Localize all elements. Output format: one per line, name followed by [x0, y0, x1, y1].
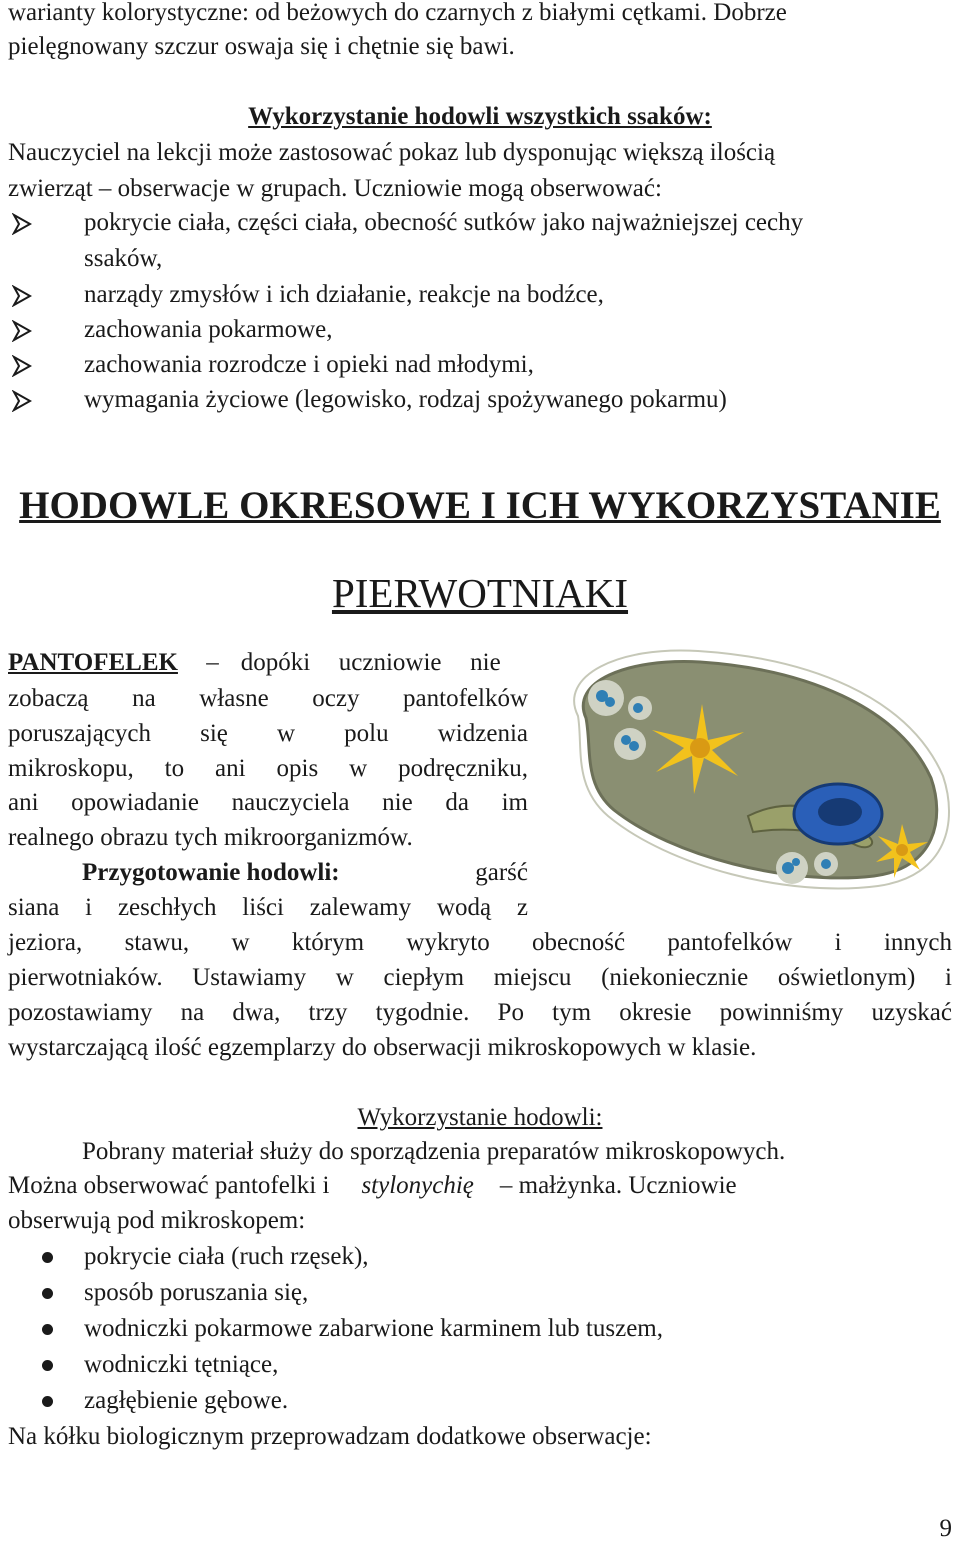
pantofelek-line-4: mikroskopu, to ani opis w podręczniku,: [8, 755, 528, 782]
pantofelek-prep-line: [82, 856, 528, 890]
mammals-line-2: zwierząt – obserwacje w grupach. Uczniowie mogą obserwować:: [8, 175, 662, 202]
pantofelek-line-11: pozostawiamy na dwa, trzy tygodnie. Po tym okresie powinniśmy uzyskać: [8, 999, 952, 1026]
usage-line-2: [8, 1169, 952, 1203]
pantofelek-line-3: poruszających się w polu widzenia: [8, 720, 528, 747]
intro-line-2: pielęgnowany szczur oswaja się i chętnie się bawi.: [8, 33, 515, 60]
intro-line-1: warianty kolorystyczne: od beżowych do czarnych z białymi cętkami. Dobrze: [8, 0, 787, 26]
arrowhead-bullet-icon: [12, 355, 32, 377]
pantofelek-dash: –: [206, 649, 219, 676]
usage-item-3: wodniczki pokarmowe zabarwione karminem lub tuszem,: [84, 1315, 663, 1342]
arrowhead-bullet-icon: [12, 213, 32, 235]
usage-stylonychia: stylonychię: [361, 1172, 474, 1199]
pantofelek-term: PANTOFELEK: [8, 649, 178, 676]
usage-item-5: zagłębienie gębowe.: [84, 1387, 289, 1414]
mammals-heading: Wykorzystanie hodowli wszystkich ssaków:: [248, 103, 712, 130]
usage-item-1: pokrycie ciała (ruch rzęsek),: [84, 1243, 369, 1270]
section-title: HODOWLE OKRESOWE I ICH WYKORZYSTANIE: [19, 484, 941, 527]
pantofelek-line-5: ani opowiadanie nauczyciela nie da im: [8, 789, 528, 816]
page-number: 9: [939, 1515, 952, 1542]
usage-line-1: Pobrany materiał służy do sporządzenia preparatów mikroskopowych.: [82, 1138, 786, 1165]
mammals-line-1: Nauczyciel na lekcji może zastosować pokaz lub dysponując większą ilością: [8, 139, 776, 166]
paramecium-illustration: [548, 636, 960, 898]
mammals-item-4: zachowania rozrodcze i opieki nad młodymi,: [84, 351, 534, 378]
round-bullet-icon: [42, 1324, 53, 1335]
arrowhead-bullet-icon: [12, 390, 32, 412]
usage-item-4: wodniczki tętniące,: [84, 1351, 279, 1378]
prep-label: Przygotowanie hodowli:: [82, 859, 340, 886]
pantofelek-line-10: pierwotniaków. Ustawiamy w ciepłym miejscu (niekoniecznie oświetlonym) i: [8, 964, 952, 991]
pantofelek-line-2: zobaczą na własne oczy pantofelków: [8, 685, 528, 712]
round-bullet-icon: [42, 1360, 53, 1371]
round-bullet-icon: [42, 1396, 53, 1407]
usage-line-3: obserwują pod mikroskopem:: [8, 1207, 306, 1234]
pantofelek-line-6: realnego obrazu tych mikroorganizmów.: [8, 824, 413, 851]
subsection-title: PIERWOTNIAKI: [331, 570, 629, 616]
pantofelek-line-1-rest: dopóki uczniowie nie: [240, 649, 501, 676]
mammals-item-3: zachowania pokarmowe,: [84, 316, 333, 343]
usage-closing: Na kółku biologicznym przeprowadzam dodatkowe obserwacje:: [8, 1423, 652, 1450]
arrowhead-bullet-icon: [12, 320, 32, 342]
pantofelek-line-1: [8, 646, 528, 680]
mammals-item-2: narządy zmysłów i ich działanie, reakcje na bodźce,: [84, 281, 604, 308]
usage-line-2-b: – małżynka. Uczniowie: [499, 1172, 737, 1199]
mammals-item-1-cont: ssaków,: [84, 245, 163, 272]
pantofelek-line-12: wystarczającą ilość egzemplarzy do obserwacji mikroskopowych w klasie.: [8, 1034, 757, 1061]
pantofelek-line-9: jeziora, stawu, w którym wykryto obecność pantofelków i innych: [8, 929, 952, 956]
usage-item-2: sposób poruszania się,: [84, 1279, 309, 1306]
arrowhead-bullet-icon: [12, 285, 32, 307]
mammals-item-1: pokrycie ciała, części ciała, obecność sutków jako najważniejszej cechy: [84, 209, 804, 236]
usage-heading: Wykorzystanie hodowli:: [357, 1104, 603, 1131]
round-bullet-icon: [42, 1252, 53, 1263]
pantofelek-line-8: siana i zeschłych liści zalewamy wodą z: [8, 894, 528, 921]
usage-line-2-a: Można obserwować pantofelki i: [8, 1172, 330, 1199]
mammals-item-5: wymagania życiowe (legowisko, rodzaj spożywanego pokarmu): [84, 386, 727, 413]
prep-rest: garść: [475, 859, 528, 886]
round-bullet-icon: [42, 1288, 53, 1299]
